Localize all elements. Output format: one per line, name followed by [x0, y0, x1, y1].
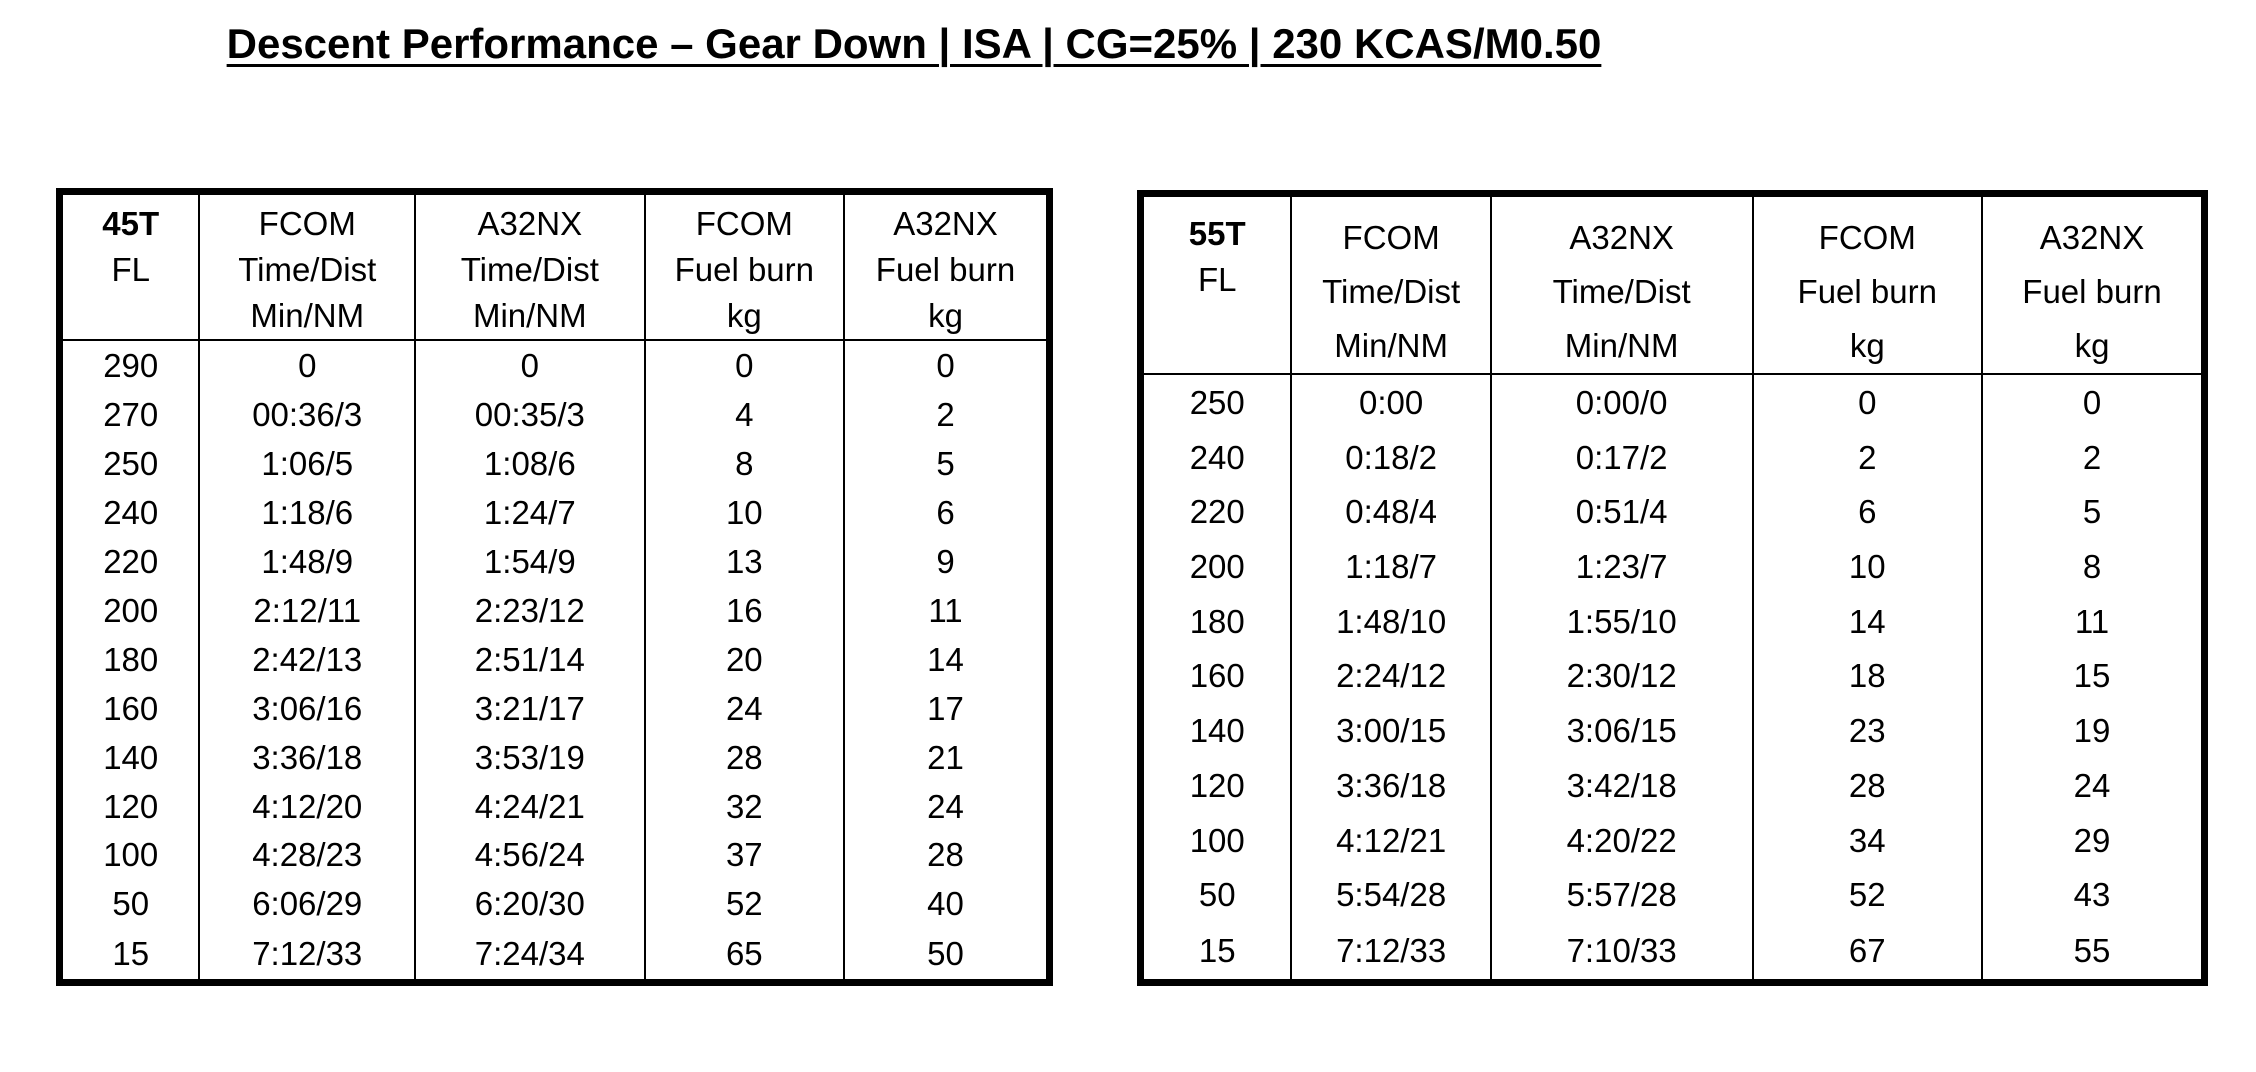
- a32nx-fuel-cell: 50: [844, 929, 1049, 983]
- fcom-fuel-cell: 0: [1753, 374, 1983, 430]
- fl-cell: 240: [60, 488, 200, 537]
- a32nx-time-cell: 6:20/30: [415, 880, 645, 929]
- fl-cell: 120: [1141, 758, 1292, 813]
- a32nx-fuel-cell: 29: [1982, 813, 2205, 868]
- a32nx-fuel-cell: 24: [844, 782, 1049, 831]
- a32nx-time-cell: 3:06/15: [1491, 704, 1753, 759]
- table-row: [60, 340, 1050, 390]
- a32nx-fuel-cell: 24: [1982, 758, 2205, 813]
- weight-label: 55T: [1188, 215, 1246, 252]
- a32nx-fuel-cell: 28: [844, 831, 1049, 880]
- a32nx-time-cell: 2:30/12: [1491, 649, 1753, 704]
- table-body: [1141, 374, 2205, 983]
- fcom-fuel-cell: 2: [1753, 430, 1983, 485]
- fcom-fuel-cell: 18: [1753, 649, 1983, 704]
- a32nx-fuel-cell: 0: [1982, 374, 2205, 430]
- a32nx-fuel-cell: 43: [1982, 868, 2205, 923]
- a32nx-time-cell: 3:42/18: [1491, 758, 1753, 813]
- table-row: [60, 488, 1050, 537]
- fl-label: FL: [1197, 261, 1237, 298]
- a32nx-fuel-cell: 19: [1982, 704, 2205, 759]
- a32nx-time-cell: 0:17/2: [1491, 430, 1753, 485]
- a32nx-fuel-cell: 9: [844, 537, 1049, 586]
- fl-cell: 160: [1141, 649, 1292, 704]
- fl-cell: 200: [1141, 540, 1292, 595]
- a32nx-time-cell: 3:21/17: [415, 684, 645, 733]
- fl-cell: 180: [1141, 594, 1292, 649]
- fcom-fuel-cell: 14: [1753, 594, 1983, 649]
- table-row: [60, 439, 1050, 488]
- table-row: [1141, 374, 2205, 430]
- table-row: [1141, 813, 2205, 868]
- table-row: [1141, 868, 2205, 923]
- a32nx-time-cell: 7:10/33: [1491, 923, 1753, 983]
- fl-cell: 50: [1141, 868, 1292, 923]
- fl-cell: 220: [1141, 485, 1292, 540]
- document-title: Descent Performance – Gear Down | ISA | CG=25% | 230 KCAS/M0.50: [226, 20, 1602, 67]
- table-row: [1141, 485, 2205, 540]
- a32nx-time-cell: 4:56/24: [415, 831, 645, 880]
- fcom-time-cell: 1:06/5: [199, 439, 415, 488]
- fcom-fuel-cell: 65: [645, 929, 844, 983]
- a32nx-fuel-cell: 17: [844, 684, 1049, 733]
- a32nx-fuel-cell: 21: [844, 733, 1049, 782]
- fl-cell: 140: [1141, 704, 1292, 759]
- fcom-time-cell: 0:18/2: [1291, 430, 1490, 485]
- fcom-time-cell: 5:54/28: [1291, 868, 1490, 923]
- table-row: [60, 635, 1050, 684]
- a32nx-time-cell: 1:08/6: [415, 439, 645, 488]
- a32nx-fuel-cell: 2: [844, 390, 1049, 439]
- fcom-time-cell: 7:12/33: [199, 929, 415, 983]
- header-a32nx-time: A32NX Time/Dist Min/NM: [415, 192, 645, 341]
- header-fcom-fuel: FCOM Fuel burn kg: [1753, 194, 1983, 375]
- fcom-time-cell: 1:18/6: [199, 488, 415, 537]
- a32nx-fuel-cell: 6: [844, 488, 1049, 537]
- table-row: [60, 733, 1050, 782]
- table-55t: [1137, 190, 2208, 986]
- fcom-fuel-cell: 52: [1753, 868, 1983, 923]
- a32nx-fuel-cell: 0: [844, 340, 1049, 390]
- table-row: [1141, 594, 2205, 649]
- a32nx-time-cell: 3:53/19: [415, 733, 645, 782]
- a32nx-fuel-cell: 11: [844, 586, 1049, 635]
- fl-cell: 270: [60, 390, 200, 439]
- fcom-time-cell: 4:28/23: [199, 831, 415, 880]
- fl-cell: 100: [60, 831, 200, 880]
- fl-cell: 180: [60, 635, 200, 684]
- table-row: [1141, 923, 2205, 983]
- a32nx-time-cell: 7:24/34: [415, 929, 645, 983]
- header-fcom-time: FCOM Time/Dist Min/NM: [199, 192, 415, 341]
- table-row: [1141, 430, 2205, 485]
- fl-cell: 15: [60, 929, 200, 983]
- table-row: [60, 537, 1050, 586]
- a32nx-fuel-cell: 11: [1982, 594, 2205, 649]
- a32nx-time-cell: 2:51/14: [415, 635, 645, 684]
- fcom-time-cell: 7:12/33: [1291, 923, 1490, 983]
- fl-cell: 140: [60, 733, 200, 782]
- table-row: [60, 586, 1050, 635]
- a32nx-fuel-cell: 8: [1982, 540, 2205, 595]
- fl-cell: 250: [60, 439, 200, 488]
- fl-cell: 250: [1141, 374, 1292, 430]
- fcom-time-cell: 4:12/20: [199, 782, 415, 831]
- a32nx-time-cell: 2:23/12: [415, 586, 645, 635]
- fcom-time-cell: 3:00/15: [1291, 704, 1490, 759]
- a32nx-time-cell: 1:55/10: [1491, 594, 1753, 649]
- table-row: [60, 390, 1050, 439]
- table-row: [60, 684, 1050, 733]
- a32nx-fuel-cell: 5: [1982, 485, 2205, 540]
- a32nx-fuel-cell: 14: [844, 635, 1049, 684]
- fcom-fuel-cell: 16: [645, 586, 844, 635]
- fcom-time-cell: 0: [199, 340, 415, 390]
- fcom-fuel-cell: 20: [645, 635, 844, 684]
- fcom-fuel-cell: 28: [645, 733, 844, 782]
- fcom-time-cell: 2:24/12: [1291, 649, 1490, 704]
- a32nx-time-cell: 4:24/21: [415, 782, 645, 831]
- fcom-time-cell: 3:36/18: [199, 733, 415, 782]
- fcom-fuel-cell: 32: [645, 782, 844, 831]
- fl-cell: 290: [60, 340, 200, 390]
- table-row: [60, 782, 1050, 831]
- table-45t: [56, 188, 1053, 986]
- weight-label: 45T: [102, 205, 160, 242]
- a32nx-time-cell: 00:35/3: [415, 390, 645, 439]
- a32nx-fuel-cell: 55: [1982, 923, 2205, 983]
- fcom-time-cell: 00:36/3: [199, 390, 415, 439]
- fcom-time-cell: 3:06/16: [199, 684, 415, 733]
- table-row: [1141, 758, 2205, 813]
- table-row: [1141, 540, 2205, 595]
- fl-cell: 100: [1141, 813, 1292, 868]
- fl-cell: 160: [60, 684, 200, 733]
- fl-cell: 15: [1141, 923, 1292, 983]
- header-fcom-time: FCOM Time/Dist Min/NM: [1291, 194, 1490, 375]
- fcom-fuel-cell: 24: [645, 684, 844, 733]
- fcom-fuel-cell: 28: [1753, 758, 1983, 813]
- header-fl: [60, 192, 200, 341]
- table-row: [60, 929, 1050, 983]
- fl-cell: 220: [60, 537, 200, 586]
- fcom-fuel-cell: 37: [645, 831, 844, 880]
- a32nx-time-cell: 1:54/9: [415, 537, 645, 586]
- fl-label: FL: [111, 251, 150, 288]
- header-a32nx-fuel: A32NX Fuel burn kg: [1982, 194, 2205, 375]
- a32nx-fuel-cell: 5: [844, 439, 1049, 488]
- fcom-fuel-cell: 6: [1753, 485, 1983, 540]
- a32nx-time-cell: 0: [415, 340, 645, 390]
- fl-cell: 200: [60, 586, 200, 635]
- fl-cell: 240: [1141, 430, 1292, 485]
- fcom-fuel-cell: 10: [645, 488, 844, 537]
- fcom-fuel-cell: 67: [1753, 923, 1983, 983]
- a32nx-time-cell: 1:24/7: [415, 488, 645, 537]
- table-row: [60, 831, 1050, 880]
- fcom-fuel-cell: 4: [645, 390, 844, 439]
- fcom-fuel-cell: 13: [645, 537, 844, 586]
- a32nx-time-cell: 0:51/4: [1491, 485, 1753, 540]
- fcom-time-cell: 0:48/4: [1291, 485, 1490, 540]
- fcom-fuel-cell: 23: [1753, 704, 1983, 759]
- table-row: [1141, 704, 2205, 759]
- fcom-time-cell: 4:12/21: [1291, 813, 1490, 868]
- header-a32nx-time: A32NX Time/Dist Min/NM: [1491, 194, 1753, 375]
- a32nx-time-cell: 4:20/22: [1491, 813, 1753, 868]
- table-row: [60, 880, 1050, 929]
- header-fcom-fuel: FCOM Fuel burn kg: [645, 192, 844, 341]
- a32nx-time-cell: 0:00/0: [1491, 374, 1753, 430]
- fcom-fuel-cell: 0: [645, 340, 844, 390]
- header-a32nx-fuel: A32NX Fuel burn kg: [844, 192, 1049, 341]
- a32nx-time-cell: 1:23/7: [1491, 540, 1753, 595]
- table-row: [1141, 649, 2205, 704]
- fcom-time-cell: 2:42/13: [199, 635, 415, 684]
- table-body: [60, 340, 1050, 983]
- fcom-time-cell: 1:18/7: [1291, 540, 1490, 595]
- fcom-fuel-cell: 34: [1753, 813, 1983, 868]
- fcom-fuel-cell: 10: [1753, 540, 1983, 595]
- fcom-fuel-cell: 8: [645, 439, 844, 488]
- header-fl: [1141, 194, 1292, 375]
- fcom-time-cell: 2:12/11: [199, 586, 415, 635]
- fcom-time-cell: 0:00: [1291, 374, 1490, 430]
- fcom-time-cell: 1:48/9: [199, 537, 415, 586]
- a32nx-fuel-cell: 40: [844, 880, 1049, 929]
- fcom-time-cell: 6:06/29: [199, 880, 415, 929]
- fcom-time-cell: 3:36/18: [1291, 758, 1490, 813]
- fcom-fuel-cell: 52: [645, 880, 844, 929]
- fcom-time-cell: 1:48/10: [1291, 594, 1490, 649]
- fl-cell: 120: [60, 782, 200, 831]
- a32nx-fuel-cell: 15: [1982, 649, 2205, 704]
- fl-cell: 50: [60, 880, 200, 929]
- a32nx-fuel-cell: 2: [1982, 430, 2205, 485]
- a32nx-time-cell: 5:57/28: [1491, 868, 1753, 923]
